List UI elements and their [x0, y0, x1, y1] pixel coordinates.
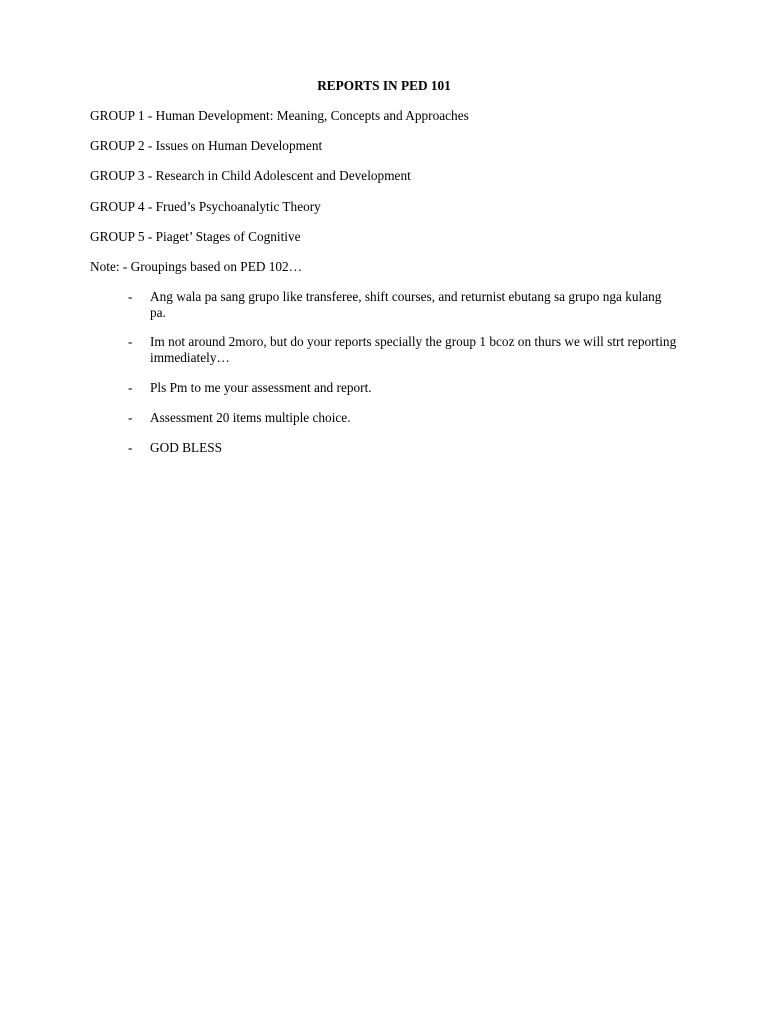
- bullet-text: Assessment 20 items multiple choice.: [150, 410, 351, 425]
- group-1-line: GROUP 1 - Human Development: Meaning, Concepts and Approaches: [90, 108, 469, 123]
- note-line: Note: - Groupings based on PED 102…: [90, 259, 302, 274]
- bullet-marker: -: [128, 380, 133, 395]
- bullet-text: Im not around 2moro, but do your reports specially the group 1 bcoz on thurs we will strt reporting immediately…: [150, 334, 677, 365]
- bullet-marker: -: [128, 440, 133, 455]
- group-5-line: GROUP 5 - Piaget’ Stages of Cognitive: [90, 229, 301, 244]
- bullet-marker: -: [128, 334, 133, 349]
- group-4-line: GROUP 4 - Frued’s Psychoanalytic Theory: [90, 199, 321, 214]
- bullet-marker: -: [128, 289, 133, 304]
- group-3-line: GROUP 3 - Research in Child Adolescent and Development: [90, 168, 411, 183]
- document-title: REPORTS IN PED 101: [317, 78, 451, 93]
- bullet-text: Ang wala pa sang grupo like transferee, shift courses, and returnist ebutang sa grupo nga kulang pa.: [150, 289, 662, 320]
- bullet-marker: -: [128, 410, 133, 425]
- group-2-line: GROUP 2 - Issues on Human Development: [90, 138, 323, 153]
- bullet-text: GOD BLESS: [150, 440, 223, 455]
- bullet-text: Pls Pm to me your assessment and report.: [150, 380, 372, 395]
